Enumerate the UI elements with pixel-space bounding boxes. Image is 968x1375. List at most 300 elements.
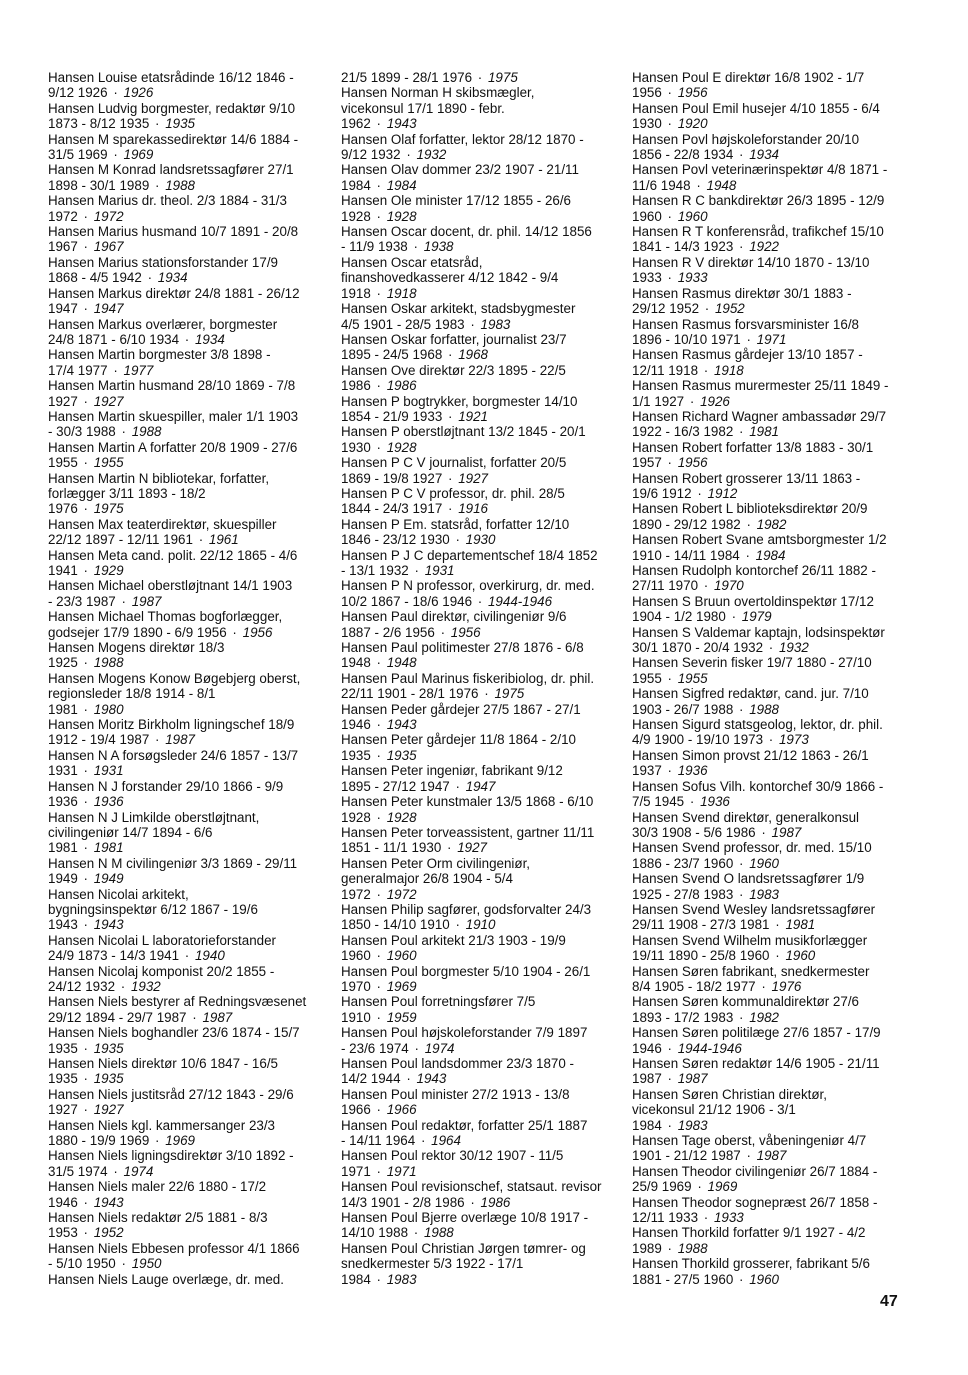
index-entry (341, 70, 641, 85)
entry-line (48, 917, 348, 933)
separator-dot: · (406, 1071, 411, 1087)
index-entry (341, 609, 641, 640)
entry-line: Hansen Thorkild forfatter 9/1 1927 - 4/2 (632, 1225, 866, 1241)
index-entry (48, 578, 348, 609)
volume-year: 1952 (714, 301, 745, 317)
entry-line: Hansen Poul højskoleforstander 7/9 1897 (341, 1025, 588, 1041)
volume-year: 1960 (386, 948, 417, 964)
entry-text: 1910 (341, 1009, 371, 1025)
entry-line: Hansen Sofus Vilh. kontorchef 30/9 1866 - (632, 778, 884, 794)
volume-year: 1970 (713, 578, 744, 594)
entry-text: 1873 - 8/12 1935 (48, 116, 150, 132)
separator-dot: · (121, 1256, 126, 1272)
entry-line (632, 424, 932, 440)
index-entry (632, 594, 932, 625)
entry-line: Hansen Sigfred redaktør, cand. jur. 7/10 (632, 686, 869, 702)
separator-dot: · (83, 393, 88, 409)
entry-line (632, 393, 932, 409)
volume-year: 1987 (202, 1009, 233, 1025)
index-entry (632, 779, 932, 810)
entry-text: - 23/3 1987 (48, 593, 116, 609)
volume-year: 1986 (480, 1194, 511, 1210)
volume-year: 1931 (424, 563, 455, 578)
entry-text: 1880 - 19/9 1969 (48, 1133, 150, 1149)
entry-text: 1925 (48, 655, 78, 671)
entry-text: 1941 (48, 563, 78, 578)
entry-line: Hansen Søren Christian direktør, (632, 1086, 827, 1102)
entry-line: Hansen Tage oberst, våbeningeniør 4/7 (632, 1133, 867, 1149)
entry-text: 1966 (341, 1102, 371, 1118)
volume-year: 1926 (700, 393, 730, 409)
index-entry (341, 994, 641, 1025)
volume-year: 1926 (123, 85, 154, 101)
separator-dot: · (83, 1225, 88, 1241)
entry-text: 1946 (632, 1040, 662, 1056)
index-entry (341, 455, 641, 486)
volume-year: 1964 (431, 1133, 461, 1149)
separator-dot: · (121, 424, 126, 440)
entry-line (341, 624, 641, 640)
entry-text: 1971 (341, 1163, 371, 1179)
separator-dot: · (703, 1210, 709, 1226)
entry-text: 31/5 1969 (48, 147, 108, 163)
entry-line (632, 208, 932, 224)
separator-dot: · (667, 1117, 672, 1133)
entry-line (341, 532, 641, 548)
entry-line: Hansen Poul Christian Jørgen tømrer- og (341, 1240, 586, 1256)
index-entry (48, 193, 348, 224)
entry-line (341, 1009, 641, 1025)
index-entry (632, 101, 932, 132)
volume-year: 1932 (130, 978, 161, 994)
index-entry (341, 794, 641, 825)
entry-line (48, 239, 348, 255)
entry-line: Hansen Ove direktør 22/3 1895 - 22/5 (341, 362, 566, 378)
volume-year: 1938 (423, 239, 454, 255)
entry-text: 14/2 1944 (341, 1071, 401, 1087)
entry-line (341, 116, 641, 132)
separator-dot: · (739, 424, 744, 440)
separator-dot: · (420, 1133, 426, 1149)
entry-line: Hansen Paul direktør, civilingeniør 9/6 (341, 609, 567, 625)
entry-line (48, 208, 348, 224)
volume-year: 1960 (785, 948, 816, 964)
entry-line: Hansen M Konrad landsretssagfører 27/1 (48, 162, 294, 178)
volume-year: 1968 (458, 347, 488, 363)
index-entry (632, 193, 932, 224)
entry-line: Hansen Niels Ebbesen professor 4/1 1866 (48, 1240, 300, 1256)
separator-dot: · (746, 1148, 751, 1164)
entry-line: generalmajor 26/8 1904 - 5/4 (341, 871, 513, 887)
index-entry (632, 933, 932, 964)
separator-dot: · (414, 1040, 419, 1056)
separator-dot: · (232, 624, 237, 640)
entry-text: 30/3 1908 - 5/6 1986 (632, 824, 756, 840)
separator-dot: · (739, 1271, 744, 1287)
index-entry (632, 255, 932, 286)
entry-line: Hansen Søren kommunaldirektør 27/6 (632, 994, 859, 1010)
entry-line: Hansen Severin fisker 19/7 1880 - 27/10 (632, 655, 872, 671)
separator-dot: · (775, 917, 780, 933)
entry-line: Hansen P C V journalist, forfatter 20/5 (341, 455, 567, 471)
volume-year: 1956 (677, 85, 708, 101)
index-entry (48, 1179, 348, 1210)
entry-line: Hansen Søren politilæge 27/6 1857 - 17/9 (632, 1025, 881, 1041)
volume-year: 1932 (778, 640, 809, 656)
entry-line: Hansen Poul minister 27/2 1913 - 13/8 (341, 1086, 570, 1102)
volume-year: 1969 (386, 978, 417, 994)
volume-year: 1935 (165, 116, 195, 132)
separator-dot: · (667, 763, 672, 779)
index-entry (48, 748, 348, 779)
volume-year: 1918 (713, 362, 744, 378)
entry-line: Hansen N A forsøgsleder 24/6 1857 - 13/7 (48, 747, 299, 763)
entry-text: 29/12 1894 - 29/7 1987 (48, 1009, 187, 1025)
entry-line: Hansen Max teaterdirektør, skuespiller (48, 516, 277, 532)
entry-line (48, 948, 348, 964)
separator-dot: · (696, 177, 701, 193)
entry-line: Hansen Poul forretningsfører 7/5 (341, 994, 536, 1010)
index-entry (48, 1087, 348, 1118)
index-entry (341, 732, 641, 763)
entry-line (48, 1163, 348, 1179)
index-entry (48, 1241, 348, 1272)
entry-line (632, 455, 932, 471)
entry-line (48, 270, 348, 286)
volume-year: 1955 (93, 455, 124, 471)
volume-year: 1949 (93, 871, 124, 887)
volume-year: 1947 (93, 301, 124, 317)
entry-line: Hansen Rasmus direktør 30/1 1883 - (632, 285, 852, 301)
index-entry (48, 548, 348, 579)
separator-dot: · (455, 532, 460, 548)
entry-text: 1930 (341, 439, 371, 455)
separator-dot: · (689, 393, 695, 409)
volume-year: 1947 (465, 778, 496, 794)
entry-line (48, 1102, 348, 1118)
entry-line (48, 532, 348, 548)
index-entry (48, 440, 348, 471)
index-entry (632, 132, 932, 163)
index-entry (48, 887, 348, 933)
separator-dot: · (376, 747, 381, 763)
index-entry (632, 501, 932, 532)
volume-year: 1982 (756, 516, 787, 532)
volume-year: 1936 (93, 794, 124, 810)
separator-dot: · (768, 732, 774, 748)
separator-dot: · (376, 948, 381, 964)
index-entry (341, 763, 641, 794)
entry-line (48, 362, 348, 378)
entry-line (48, 116, 348, 132)
index-entry (48, 994, 348, 1025)
separator-dot: · (455, 917, 460, 933)
entry-line: Hansen Louise etatsrådinde 16/12 1846 - (48, 70, 294, 85)
separator-dot: · (448, 470, 453, 486)
index-entry (48, 717, 348, 748)
separator-dot: · (703, 578, 709, 594)
entry-line: Hansen Marius husmand 10/7 1891 - 20/8 (48, 224, 299, 240)
volume-year: 1955 (677, 670, 708, 686)
separator-dot: · (731, 609, 737, 625)
index-entry (341, 394, 641, 425)
index-entry (341, 85, 641, 131)
index-entry (632, 994, 932, 1025)
entry-line: Hansen Michael Thomas bogforlægger, (48, 609, 283, 625)
entry-line (341, 948, 641, 964)
index-entry (341, 132, 641, 163)
entry-line (632, 116, 932, 132)
entry-text: 4/9 1900 - 19/10 1973 (632, 732, 764, 748)
entry-line (48, 1040, 348, 1056)
separator-dot: · (376, 1009, 381, 1025)
entry-line (48, 331, 348, 347)
entry-line (48, 624, 348, 640)
entry-line (632, 270, 932, 286)
separator-dot: · (440, 624, 446, 640)
volume-year: 1928 (386, 809, 417, 825)
entry-text: 1846 - 23/12 1930 (341, 532, 450, 548)
entry-line (632, 1148, 932, 1164)
separator-dot: · (667, 1240, 672, 1256)
volume-year: 1944-1946 (487, 593, 553, 609)
entry-line: Hansen Theodor civilingeniør 26/7 1884 - (632, 1163, 878, 1179)
entry-text: 1956 (632, 85, 662, 101)
separator-dot: · (376, 1102, 381, 1118)
entry-text: - 13/1 1932 (341, 563, 409, 578)
separator-dot: · (406, 147, 411, 163)
entry-line: Hansen Michael oberstløjtnant 14/1 1903 (48, 578, 293, 594)
entry-text: 1972 (341, 886, 371, 902)
entry-line: Hansen Mogens Konow Bøgebjerg oberst, (48, 670, 301, 686)
entry-line: Hansen Rasmus forsvarsminister 16/8 (632, 316, 859, 332)
entry-text: 1931 (48, 763, 78, 779)
index-entry (632, 1056, 932, 1087)
entry-text: 1886 - 23/7 1960 (632, 855, 734, 871)
entry-line (48, 763, 348, 779)
volume-year: 1988 (165, 177, 195, 193)
volume-year: 1976 (771, 978, 802, 994)
entry-text: 1928 (341, 809, 371, 825)
entry-text: 17/4 1977 (48, 362, 108, 378)
entry-line: Hansen R V direktør 14/10 1870 - 13/10 (632, 254, 870, 270)
entry-line: Hansen Poul Emil husejer 4/10 1855 - 6/4 (632, 100, 880, 116)
entry-line: Hansen Martin skuespiller, maler 1/1 1903 (48, 408, 299, 424)
entry-line (632, 1040, 932, 1056)
entry-line (341, 177, 641, 193)
separator-dot: · (746, 516, 751, 532)
separator-dot: · (413, 1225, 419, 1241)
entry-line: Hansen Povl højskoleforstander 20/10 (632, 131, 860, 147)
volume-year: 1952 (93, 1225, 124, 1241)
entry-line (632, 917, 932, 933)
index-entry (632, 748, 932, 779)
index-entry (632, 871, 932, 902)
entry-line: finanshovedkasserer 4/12 1842 - 9/4 (341, 270, 559, 286)
separator-dot: · (667, 116, 672, 132)
index-entry (341, 301, 641, 332)
index-entry (632, 840, 932, 871)
entry-line: Hansen Paul politimester 27/8 1876 - 6/8 (341, 640, 584, 656)
separator-dot: · (376, 809, 381, 825)
index-entry (632, 1087, 932, 1133)
separator-dot: · (83, 655, 88, 671)
index-entry (48, 1148, 348, 1179)
entry-text: 1984 (341, 177, 371, 193)
entry-line (341, 239, 641, 255)
entry-text: 10/2 1867 - 18/6 1946 (341, 593, 473, 609)
entry-text: 1893 - 17/2 1983 (632, 1009, 734, 1025)
index-entry (48, 224, 348, 255)
separator-dot: · (704, 301, 710, 317)
entry-line: Hansen Niels Lauge overlæge, dr. med. (48, 1271, 284, 1287)
index-entry (48, 856, 348, 887)
entry-line: Hansen Svend Wilhelm musikforlægger (632, 932, 868, 948)
index-entry (341, 424, 641, 455)
volume-year: 1967 (93, 239, 124, 255)
entry-text: 1981 (48, 701, 78, 717)
entry-line (48, 655, 348, 671)
entry-text: 1851 - 11/1 1930 (341, 840, 442, 856)
entry-text: 1856 - 22/8 1934 (632, 147, 734, 163)
separator-dot: · (83, 208, 88, 224)
volume-year: 1983 (386, 1271, 417, 1287)
entry-line: Hansen Rasmus gårdejer 13/10 1857 - (632, 347, 863, 363)
separator-dot: · (83, 1040, 88, 1056)
entry-text: 9/12 1926 (48, 85, 108, 101)
entry-line (48, 501, 348, 517)
entry-line: Hansen Meta cand. polit. 22/12 1865 - 4/6 (48, 547, 298, 563)
entry-text: 1881 - 27/5 1960 (632, 1271, 734, 1287)
entry-line: Hansen S Valdemar kaptajn, lodsinspektør (632, 624, 885, 640)
entry-text: 12/11 1933 (632, 1210, 699, 1226)
entry-line: Hansen Philip sagfører, godsforvalter 24/3 (341, 901, 592, 917)
index-entry (632, 625, 932, 656)
entry-text: 1970 (341, 978, 371, 994)
entry-line: Hansen Niels kgl. kammersanger 23/3 (48, 1117, 276, 1133)
entry-line: Hansen Niels redaktør 2/5 1881 - 8/3 (48, 1210, 268, 1226)
volume-year: 1980 (93, 701, 124, 717)
entry-line (48, 732, 348, 748)
entry-line: Hansen Poul landsdommer 23/3 1870 - (341, 1056, 574, 1071)
entry-line: Hansen Peter kunstmaler 13/5 1868 - 6/10 (341, 794, 594, 810)
index-entry (341, 193, 641, 224)
separator-dot: · (761, 978, 766, 994)
index-entry (632, 1025, 932, 1056)
volume-year: 1929 (93, 563, 124, 578)
entry-line: Hansen Peter gårdejer 11/8 1864 - 2/10 (341, 732, 576, 748)
entry-text: 1949 (48, 871, 78, 887)
index-entry (48, 1272, 348, 1287)
entry-text: 24/12 1932 (48, 978, 116, 994)
volume-year: 1933 (713, 1210, 744, 1226)
entry-text: - 30/3 1988 (48, 424, 116, 440)
entry-line (48, 1194, 348, 1210)
volume-year: 1932 (416, 147, 447, 163)
separator-dot: · (667, 1040, 672, 1056)
entry-text: 1936 (48, 794, 78, 810)
index-entry (48, 409, 348, 440)
index-entry (341, 162, 641, 193)
entry-line: Hansen Oscar docent, dr. phil. 14/12 1856 (341, 224, 592, 240)
entry-line: Hansen Robert Svane amtsborgmester 1/2 (632, 532, 887, 548)
entry-line (632, 1071, 932, 1087)
index-entry (341, 1210, 641, 1241)
separator-dot: · (667, 1071, 672, 1087)
entry-line (48, 593, 348, 609)
column-3 (632, 70, 932, 1287)
entry-text: 1918 (341, 285, 371, 301)
entry-line (341, 1133, 641, 1149)
separator-dot: · (83, 1194, 88, 1210)
index-entry (341, 1241, 641, 1287)
index-entry (341, 856, 641, 902)
entry-text: 14/10 1988 (341, 1225, 409, 1241)
index-entry (341, 902, 641, 933)
entry-text: 30/1 1870 - 20/4 1932 (632, 640, 764, 656)
entry-line: Hansen N J Limkilde oberstløjtnant, (48, 809, 260, 825)
volume-year: 1921 (458, 408, 488, 424)
volume-year: 1910 (465, 917, 496, 933)
volume-year: 1936 (700, 794, 730, 810)
volume-year: 1944-1946 (677, 1040, 742, 1056)
entry-line (632, 177, 932, 193)
entry-text: 1967 (48, 239, 78, 255)
separator-dot: · (83, 455, 88, 471)
entry-line (341, 408, 641, 424)
entry-text: 1972 (48, 208, 78, 224)
volume-year: 1927 (93, 1102, 124, 1118)
volume-year: 1934 (749, 147, 779, 163)
entry-line (632, 794, 932, 810)
separator-dot: · (376, 208, 381, 224)
volume-year: 1977 (123, 362, 154, 378)
entry-line: Hansen Søren fabrikant, snedkermester (632, 963, 870, 979)
index-entry (341, 1148, 641, 1179)
entry-line: Hansen P Em. statsråd, forfatter 12/10 (341, 516, 570, 532)
entry-line: Hansen Markus direktør 24/8 1881 - 26/12 (48, 285, 300, 301)
index-entry (48, 255, 348, 286)
entry-text: 1903 - 26/7 1988 (632, 701, 734, 717)
entry-line: Hansen Niels ligningsdirektør 3/10 1892 - (48, 1148, 294, 1164)
volume-year: 1943 (386, 717, 417, 733)
entry-line (48, 978, 348, 994)
entry-line (341, 1071, 641, 1087)
volume-year: 1934 (194, 331, 225, 347)
volume-year: 1940 (194, 948, 225, 964)
index-entry (632, 224, 932, 255)
entry-line: civilingeniør 14/7 1894 - 6/6 (48, 824, 213, 840)
separator-dot: · (413, 239, 418, 255)
entry-line (632, 547, 932, 563)
entry-line (632, 948, 932, 964)
volume-year: 1912 (707, 485, 738, 501)
entry-text: 1953 (48, 1225, 78, 1241)
index-entry (341, 1179, 641, 1210)
volume-year: 1988 (749, 701, 779, 717)
index-entry (48, 286, 348, 317)
entry-text: 27/11 1970 (632, 578, 699, 594)
entry-line: Hansen Rudolph kontorchef 26/11 1882 - (632, 563, 876, 578)
entry-text: 1935 (48, 1071, 78, 1087)
volume-year: 1988 (131, 424, 162, 440)
entry-text: 1960 (341, 948, 371, 964)
volume-year: 1916 (458, 501, 488, 517)
volume-year: 1936 (677, 763, 708, 779)
entry-line (632, 85, 932, 101)
volume-year: 1927 (93, 393, 124, 409)
entry-text: 1/1 1927 (632, 393, 685, 409)
